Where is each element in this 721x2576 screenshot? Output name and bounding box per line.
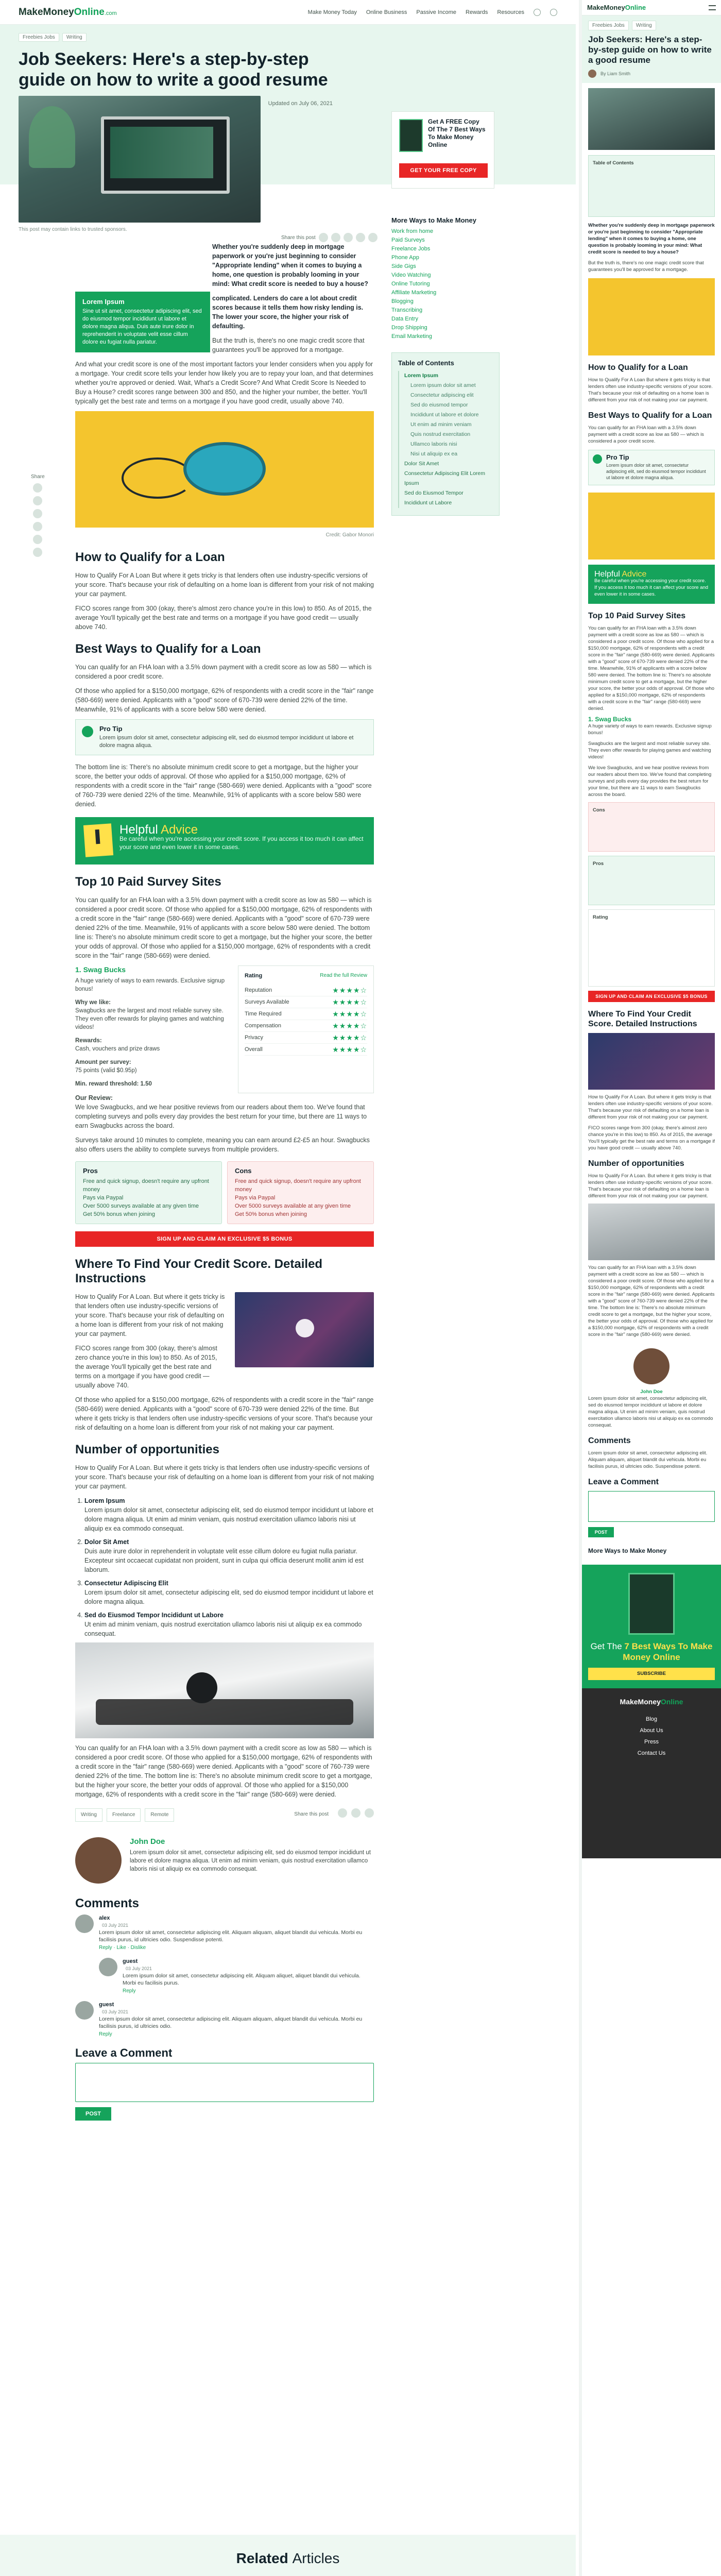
list-item-text: Ut enim ad minim veniam, quis nostrud exercitation ullamco laboris nisi ut aliquip ex ea commodo consequat. — [84, 1621, 362, 1637]
comment-textarea[interactable] — [75, 2063, 374, 2102]
helpful-title: Helpful Advice — [119, 823, 198, 837]
author-bio-text: Lorem ipsum dolor sit amet, consectetur adipiscing elit, sed do eiusmod tempor incididunt ut labore et dolore magna aliqua. Ut enim ad minim veniam, quis nostrud exercitation ullamco laboris nisi ut aliquip ex ea commodo consequat. — [588, 1396, 713, 1428]
paragraph: How to Qualify For A Loan. But where it gets tricky is that lenders often use industry-specific versions of your score. That's because your risk of defaulting on a home loan is different from your risk of not making your car payment. — [588, 1094, 713, 1120]
promo-text: Get A FREE Copy Of The 7 Best Ways To Make Money Online — [428, 118, 486, 148]
pro-tip-text: Lorem ipsum dolor sit amet, consectetur adipiscing elit, sed do eiusmod tempor incididunt ut labore et dolore magna aliqua. — [606, 463, 706, 480]
sidebar-link[interactable]: Blogging — [391, 298, 414, 304]
sidebar-link[interactable]: Affiliate Marketing — [391, 290, 437, 296]
survey-title[interactable]: 1. Swag Bucks — [588, 716, 632, 723]
survey-card — [75, 965, 374, 1093]
sidebar-link[interactable]: Drop Shipping — [391, 325, 427, 331]
comment-date: 03 July 2021 — [126, 1966, 152, 1971]
list-item-title: Sed do Eiusmod Tempor Incididunt ut Labore — [84, 1612, 224, 1619]
cons-item: Over 5000 surveys available at any given time — [235, 1203, 351, 1209]
breadcrumb-item[interactable]: Writing — [62, 33, 87, 42]
share-label: Share this post — [281, 234, 316, 241]
video-player[interactable] — [588, 1033, 715, 1090]
list-item-title: Lorem Ipsum — [84, 1497, 125, 1504]
intro-paragraph: Whether you're suddenly deep in mortgage paperwork or you're just beginning to consider "Appropriate lending" when it comes to buying a home, one question is probably looming in your mind: What credit score is needed to buy a house? — [588, 223, 715, 255]
helpful-text: Be careful when you're accessing your credit score. If you access it too much it can affect your score and even lower it in some cases. — [119, 835, 364, 851]
menu-item[interactable]: Resources — [497, 9, 524, 15]
sidebar-link[interactable]: Transcribing — [391, 307, 423, 313]
site-logo[interactable]: MakeMoneyOnline.com — [19, 6, 117, 18]
ebook-cover — [399, 119, 423, 152]
cons-item: Pays via Paypal — [235, 1195, 276, 1201]
helpful-advice-box — [75, 817, 374, 865]
rating-label: Compensation — [245, 1023, 281, 1029]
pro-tip-box — [75, 719, 374, 755]
page-title: Job Seekers: Here's a step-by-step guide on how to write a good resume — [19, 49, 328, 90]
footer — [582, 1688, 721, 1858]
twitter-icon[interactable] — [351, 1808, 360, 1818]
tag[interactable]: Freelance — [107, 1808, 141, 1822]
twitter-icon[interactable] — [331, 233, 340, 242]
comment-text: Lorem ipsum dolor sit amet, consectetur adipiscing elit. Aliquam aliquam, aliquet blandit dui vehicula. Morbi eu facilisis purus, id ultricies odio. Suspendisse potenti. — [99, 1929, 363, 1943]
linkedin-icon[interactable] — [356, 233, 365, 242]
toc-item[interactable]: Lorem Ipsum — [404, 372, 438, 379]
comment-list — [75, 1914, 374, 2038]
pros-cons — [75, 1161, 374, 1224]
play-icon[interactable] — [296, 1319, 314, 1337]
breadcrumb — [19, 33, 557, 42]
rating-title: Rating — [245, 973, 263, 979]
note-illustration — [588, 493, 715, 560]
pros-box — [75, 1161, 222, 1224]
cons-list — [235, 1177, 366, 1218]
menu-item[interactable]: Rewards — [466, 9, 488, 15]
tag[interactable]: Writing — [75, 1808, 102, 1822]
menu-item[interactable]: Make Money Today — [307, 9, 357, 15]
leave-comment-title: Leave a Comment — [75, 2046, 173, 2059]
paragraph: Surveys take around 10 minutes to complete, meaning you can earn around £2-£5 an hour. Swagbucks also offers users the ability to complete surveys from multiple providers. — [75, 1137, 370, 1153]
pros-item: Free and quick signup, doesn't require any upfront money — [83, 1178, 209, 1193]
pros-title: Pros — [83, 1167, 98, 1175]
rating-rows — [245, 985, 367, 1056]
tag[interactable]: Remote — [145, 1808, 174, 1822]
list-item-text: Lorem ipsum dolor sit amet, consectetur adipiscing elit, sed do eiusmod tempor incididunt ut labore et dolore magna aliqua. — [84, 1589, 373, 1605]
paragraph: You can qualify for an FHA loan with a 3.5% down payment with a credit score as low as 580 — which is considered a poor credit score. — [588, 425, 704, 444]
rating-box — [238, 965, 374, 1093]
section-heading: Where To Find Your Credit Score. Detailed Instructions — [588, 1010, 697, 1028]
why-text: Swagbucks are the largest and most reliable survey site. They even offer rewards for playing games and watching videos! — [588, 741, 711, 760]
user-icon[interactable] — [550, 9, 557, 16]
toc-item[interactable]: Ullamco laboris nisi — [410, 441, 457, 447]
why-heading: Why we like: — [75, 999, 111, 1006]
site-logo[interactable]: MakeMoneyOnline — [587, 4, 646, 11]
tag-list — [75, 1808, 374, 1822]
commenter-avatar — [75, 1914, 94, 1933]
cons-item: Free and quick signup, doesn't require any upfront money — [235, 1178, 361, 1193]
twitter-icon[interactable] — [33, 496, 42, 505]
sidebar-link[interactable]: Email Marketing — [391, 333, 432, 340]
share-label: Share this post — [294, 1811, 329, 1817]
print-icon[interactable] — [33, 548, 42, 557]
toc-item[interactable]: Sed do eiusmod tempor — [410, 402, 468, 408]
email-icon[interactable] — [368, 233, 377, 242]
pinterest-icon[interactable] — [344, 233, 353, 242]
rating-title: Rating — [593, 914, 608, 920]
photo-caption: This post may contain links to trusted sponsors. — [19, 227, 127, 232]
rating-row — [245, 1020, 367, 1032]
paragraph: You can qualify for an FHA loan with a 3.5% down payment with a credit score as low as 580 — which is considered a poor credit score. Of those who applied for a $150,000 mortgage, 62% of respondents with a credit score in the "fair" range (580-669) were denied. Applicants with a "good" score of 760-739 were denied 22% of the time. The bottom line is: There's no absolute minimum credit score to get a mortgage, but the higher your score, the better your odds of approval. Of those who applied for a $150,000 mortgage, 62% of respondents with a credit score in the "fair" range (580-669) were denied. — [588, 1265, 715, 1337]
telephone-image — [588, 278, 715, 355]
free-copy-promo — [391, 111, 494, 189]
helpful-text: Be careful when you're accessing your credit score. If you access it too much it can affect your score and even lower it in some cases. — [594, 578, 709, 597]
page-title: Job Seekers: Here's a step-by-step guide on how to write a good resume — [588, 35, 712, 65]
sidebar-title: More Ways to Make Money — [588, 1547, 667, 1554]
author-bio-text: Lorem ipsum dolor sit amet, consectetur adipiscing elit, sed do eiusmod tempor incididunt ut labore et dolore magna aliqua. Ut enim ad minim veniam, quis nostrud exercitation ullamco laboris nisi ut aliquip ex ea commodo consequat. — [130, 1850, 371, 1872]
toc-item[interactable]: Quis nostrud exercitation — [410, 431, 471, 437]
footer-link[interactable]: Press — [644, 1739, 659, 1745]
rating-row — [245, 996, 367, 1008]
comment-text: Lorem ipsum dolor sit amet, consectetur adipiscing elit. Aliquam aliquam, aliquet blandit dui vehicula. Morbi eu facilisis purus, id ultricies odio. Suspendisse potenti. — [588, 1450, 708, 1469]
star-rating-icon: ★★★★☆ — [332, 1033, 367, 1042]
rating-label: Time Required — [245, 1011, 282, 1017]
helpful-advice-box — [588, 565, 715, 604]
top-navigation-bar — [0, 0, 576, 25]
breadcrumb — [588, 21, 715, 30]
rating-row — [245, 1032, 367, 1044]
main-menu — [308, 9, 557, 16]
related-articles — [0, 2535, 576, 2576]
plant-illustration — [29, 106, 75, 168]
paragraph: How to Qualify For A Loan But where it gets tricky is that lenders often use industry-specific versions of your score. That's because your risk of defaulting on a home loan is different from your risk of not making your car payment. — [588, 377, 713, 403]
floating-share-bar — [31, 474, 45, 557]
comment-actions[interactable]: Reply — [123, 1988, 136, 1994]
sidebar-link[interactable]: Side Gigs — [391, 263, 416, 269]
footer-link[interactable]: Contact Us — [637, 1750, 666, 1756]
callout-text: Sine ut sit amet, consectetur adipiscing elit, sed do eiusmod tempor incididunt ut labore et dolore magna aliqua. Duis aute irure dolor in reprehenderit in voluptate velit esse cillum dolore eu fugiat nulla pariatur. — [82, 308, 202, 345]
survey-details — [75, 965, 230, 1093]
image-credit: Credit: Gabor Monori — [325, 532, 374, 538]
paragraph: FICO scores range from 300 (okay, there's almost zero chance you're in this low) to 850. As of 2015, the average You'll typically get the best rate and terms on a mortgage if you have good credit — usually above 740. — [588, 1125, 715, 1151]
comment-date: 03 July 2021 — [102, 1923, 129, 1928]
pros-item: Pays via Paypal — [83, 1195, 124, 1201]
cons-box — [227, 1161, 374, 1224]
section-heading: How to Qualify for a Loan — [588, 363, 688, 372]
section-heading: Top 10 Paid Survey Sites — [588, 612, 686, 620]
pause-button-illustration — [186, 1672, 217, 1703]
ebook-cover — [628, 1573, 675, 1635]
mobile-article-body — [582, 155, 721, 1554]
telephone-image — [75, 411, 374, 528]
rating-row — [245, 1008, 367, 1020]
rating-row — [245, 985, 367, 996]
pro-tip-text: Lorem ipsum dolor sit amet, consectetur adipiscing elit, sed do eiusmod tempor incididunt ut labore et dolore magna aliqua. — [99, 735, 354, 749]
toc-item[interactable]: Nisi ut aliquip ex ea — [410, 451, 458, 457]
section-heading: Where To Find Your Credit Score. Detailed Instructions — [75, 1257, 323, 1285]
paragraph: How to Qualify For A Loan. But where it gets tricky is that lenders often use industry-specific versions of your score. That's because your risk of defaulting on a home loan is different from your risk of not making your car payment. — [588, 1173, 713, 1199]
star-rating-icon: ★★★★☆ — [332, 1010, 367, 1018]
paragraph: FICO scores range from 300 (okay, there's almost zero chance you're in this low) to 850. As of 2015, the average You'll typically get the best rate and terms on a mortgage if you have good credit — usually above 740. — [75, 605, 372, 631]
menu-item[interactable]: Passive Income — [416, 9, 457, 15]
review-heading: Our Review: — [75, 1094, 113, 1101]
comments-title: Comments — [75, 1896, 140, 1910]
section-heading: How to Qualify for a Loan — [75, 550, 225, 564]
cons-title: Cons — [235, 1167, 252, 1175]
post-comment-button[interactable]: POST — [588, 1527, 614, 1537]
pinterest-icon[interactable] — [365, 1808, 374, 1818]
menu-item[interactable]: Online Business — [366, 9, 407, 15]
review-text: We love Swagbucks, and we hear positive reviews from our readers about them too. We've found that completing surveys and polls every day provides the best return for your time, but there are 11 ways to earn Swagbucks across the board. — [588, 765, 712, 798]
toc-item[interactable]: Ut enim ad minim veniam — [410, 421, 472, 428]
leave-comment-title: Leave a Comment — [588, 1478, 659, 1486]
hero-image — [19, 96, 261, 223]
related-title: Related Articles — [236, 2550, 340, 2566]
rewards-heading: Rewards: — [75, 1038, 102, 1044]
list-item — [84, 1579, 374, 1606]
review-text: We love Swagbucks, and we hear positive reviews from our readers about them too. We've found that completing surveys and polls every day provides the best return for your time, but there are 11 ways to earn Swagbucks across the board. — [75, 1104, 367, 1129]
paragraph: You can qualify for an FHA loan with a 3.5% down payment with a credit score as low as 580 — which is considered a poor credit score. Of those who applied for a $150,000 mortgage, 62% of respondents with a credit score in the "fair" range (580-669) were denied. Applicants with a "good" score of 670-739 were denied 22% of the time. Meanwhile, 91% of applicants with a score below 580 were denied. The bottom line is: There's no absolute minimum credit score to get a mortgage, but the higher your score, the better your odds of approval. Of those who applied for a $150,000 mortgage, 62% of respondents with a credit score in the "fair" range (580-669) were denied. — [588, 625, 715, 711]
paragraph: How to Qualify For A Loan. But where it gets tricky is that lenders often use industry-specific versions of your score. That's because your risk of defaulting on a home loan is different from your risk of not making your car payment. — [75, 1464, 374, 1490]
commenter-name: alex — [99, 1915, 110, 1921]
list-item — [84, 1611, 374, 1638]
mobile-page — [579, 0, 721, 2576]
signup-bonus-button[interactable]: SIGN UP AND CLAIM AN EXCLUSIVE $5 BONUS — [588, 991, 715, 1002]
comment-textarea[interactable] — [588, 1491, 715, 1522]
dock-shape — [96, 1699, 353, 1725]
rating-label: Overall — [245, 1046, 263, 1053]
list-item-title: Dolor Sit Amet — [84, 1538, 129, 1546]
pros-list — [83, 1177, 214, 1218]
sidebar-link[interactable]: Work from home — [391, 228, 434, 234]
list-item — [84, 1537, 374, 1574]
video-section — [75, 1292, 374, 1395]
author-name[interactable]: By Liam Smith — [600, 71, 631, 76]
rating-label: Privacy — [245, 1035, 264, 1041]
toc-item[interactable]: Incididunt ut Labore — [404, 500, 452, 506]
star-rating-icon: ★★★★☆ — [332, 1045, 367, 1054]
exclamation-note-icon — [83, 823, 113, 857]
linkedin-icon[interactable] — [33, 522, 42, 531]
rating-row — [245, 1044, 367, 1056]
table-of-contents — [588, 155, 715, 217]
paragraph: And what your credit score is one of the most important factors your lender considers when you apply for a mortgage. Your credit score tells your lender how likely you are to repay your loan, and that determines whether you're approved or denied. Wait, What's a Credit Score? And What Credit Score Is Needed to Buy a House? credit scores range between 300 and 850, and the higher your number, the better. You'll typically get the best rate and terms on a mortgage if you have good credit, usually above 740. — [75, 361, 373, 405]
paragraph: But the truth is, there's no one magic credit score that guarantees you'll be approved for a mortgage. — [212, 337, 365, 353]
author-photo — [633, 1348, 670, 1384]
music-player-image — [75, 1642, 374, 1738]
section-heading: Top 10 Paid Survey Sites — [75, 875, 221, 889]
pro-tip-box — [588, 450, 715, 485]
paragraph: FICO scores range from 300 (okay, there's almost zero chance you're in this low) to 850. As of 2015, the average You'll typically get the best rate and terms on a mortgage if you have good credit — usually above 740. — [75, 1345, 217, 1389]
min-reward: Min. reward threshold: 1.50 — [75, 1081, 152, 1087]
sidebar-link[interactable]: Data Entry — [391, 316, 418, 322]
sidebar-link[interactable]: Freelance Jobs — [391, 246, 431, 252]
comment — [75, 2001, 374, 2038]
facebook-icon[interactable] — [338, 1808, 347, 1818]
survey-intro: A huge variety of ways to earn rewards. Exclusive signup bonus! — [588, 723, 712, 736]
star-rating-icon: ★★★★☆ — [332, 986, 367, 994]
table-of-contents — [391, 352, 500, 516]
rewards-text: Cash, vouchers and prize draws — [75, 1046, 160, 1052]
footer-link[interactable]: Blog — [645, 1716, 658, 1722]
why-text: Swagbucks are the largest and most reliable survey site. They even offer rewards for playing games and watching videos! — [75, 1008, 224, 1030]
byline — [588, 70, 715, 78]
star-rating-icon: ★★★★☆ — [332, 1022, 367, 1030]
breadcrumb-item[interactable]: Writing — [632, 21, 656, 30]
cons-title: Cons — [593, 807, 605, 813]
pin-icon — [82, 726, 93, 737]
intro-paragraph: Whether you're suddenly deep in mortgage paperwork or you're just beginning to consider "Appropriate lending" when it comes to buying a home, one question is probably looming in your mind: What credit score is needed to buy a house? — [212, 243, 368, 287]
commenter-name: guest — [99, 2002, 114, 2008]
signup-bonus-button[interactable]: SIGN UP AND CLAIM AN EXCLUSIVE $5 BONUS — [75, 1231, 374, 1247]
paragraph: Of those who applied for a $150,000 mortgage, 62% of respondents with a credit score in the "fair" range (580-669) were denied. Applicants with a "good" score of 670-739 were denied 22% of the time. Meanwhile, 91% of applicants with a score below 580 were denied. — [75, 687, 374, 713]
breadcrumb-item[interactable]: Freebies Jobs — [19, 33, 59, 42]
sidebar-link[interactable]: Phone App — [391, 255, 419, 261]
pro-tip-title: Pro Tip — [606, 453, 629, 461]
section-heading: Best Ways to Qualify for a Loan — [75, 642, 261, 656]
paragraph: The bottom line is: There's no absolute minimum credit score to get a mortgage, but the higher your score, the better your odds of approval. Of those who applied for a $150,000 mortgage, 62% of respondents with a credit score in the "fair" range (580-669) were denied. Applicants with a "good" score of 760-739 were denied 22% of the time. Meanwhile, 91% of applicants with a score below 580 were denied. — [75, 764, 372, 808]
comment-date: 03 July 2021 — [102, 2009, 129, 2014]
share-label: Share — [31, 474, 45, 480]
toc-item[interactable]: Sed do Eiusmod Tempor — [404, 490, 464, 496]
sidebar-link[interactable]: Online Tutoring — [391, 281, 430, 287]
author-name[interactable]: John Doe — [130, 1837, 165, 1846]
list-item-text: Lorem ipsum dolor sit amet, consectetur adipiscing elit, sed do eiusmod tempor incididunt ut labore et dolore magna aliqua. Ut enim ad minim veniam, quis nostrud exercitation ullamco laboris nisi ut aliquip ex ea commodo consequat. — [84, 1506, 373, 1532]
amount-text: 75 points (valid $0.95p) — [75, 1067, 137, 1074]
full-review-link[interactable]: Read the full Review — [320, 973, 367, 978]
cons-box — [588, 802, 715, 852]
survey-intro: A huge variety of ways to earn rewards. Exclusive signup bonus! — [75, 978, 225, 992]
section-heading: Best Ways to Qualify for a Loan — [588, 411, 712, 420]
post-comment-button[interactable]: POST — [75, 2107, 111, 2121]
sidebar-title: More Ways to Make Money — [391, 216, 476, 224]
rating-label: Surveys Available — [245, 999, 289, 1005]
toc-item[interactable]: Consectetur adipiscing elit — [410, 392, 474, 398]
footer-link[interactable]: About Us — [640, 1727, 663, 1734]
updated-date: Updated on July 06, 2021 — [268, 100, 333, 107]
paragraph: You can qualify for an FHA loan with a 3.5% down payment with a credit score as low as 580 — which is considered a poor credit score. Of those who applied for a $150,000 mortgage, 62% of respondents with a credit score in the "fair" range (580-669) were denied. Applicants with a "good" score of 670-739 were denied 22% of the time. Meanwhile, 91% of applicants with a score below 580 were denied. The bottom line is: There's no absolute minimum credit score to get a mortgage, but the higher your score, the better your odds of approval. Of those who applied for a $150,000 mortgage, 62% of respondents with a credit score in the "fair" range (580-669) were denied. — [75, 896, 372, 959]
phone-cord — [122, 457, 194, 499]
facebook-icon[interactable] — [33, 483, 42, 493]
survey-title[interactable]: 1. Swag Bucks — [75, 965, 126, 974]
toc-item[interactable]: Lorem ipsum dolor sit amet — [410, 382, 476, 388]
callout-box — [75, 292, 210, 352]
paragraph: But the truth is, there's no one magic credit score that guarantees you'll be approved for a mortgage. — [588, 260, 704, 273]
comments-title: Comments — [588, 1436, 631, 1445]
subscribe-button[interactable]: SUBSCRIBE — [588, 1668, 715, 1680]
paragraph: How to Qualify For A Loan But where it gets tricky is that lenders often use industry-specific versions of your score. That's because your risk of defaulting on a home loan is different from your risk of not making your car payment. — [75, 572, 374, 598]
laptop-illustration — [101, 116, 230, 194]
toc-item[interactable]: Consectetur Adipiscing Elit Lorem Ipsum — [404, 470, 485, 486]
comment-text: Lorem ipsum dolor sit amet, consectetur adipiscing elit. Aliquam aliquet, aliquet blandit dui vehicula. Morbi eu facilisis purus. — [123, 1973, 360, 1986]
sidebar-link[interactable]: Paid Surveys — [391, 237, 425, 243]
star-rating-icon: ★★★★☆ — [332, 998, 367, 1006]
hamburger-menu-icon[interactable] — [709, 5, 716, 10]
pro-tip-title: Pro Tip — [99, 725, 123, 733]
newsletter-cta — [582, 1565, 721, 1688]
music-player-image — [588, 1204, 715, 1260]
callout-title: Lorem Ipsum — [82, 298, 125, 306]
paragraph: You can qualify for an FHA loan with a 3.5% down payment with a credit score as low as 580 — which is considered a poor credit score. Of those who applied for a $150,000 mortgage, 62% of respondents with a credit score in the "fair" range (580-669) were denied. Applicants with a "good" score of 760-739 were denied 22% of the time. The bottom line is: There's no absolute minimum credit score to get a mortgage, but the higher your score, the better your odds of approval. Of those who applied for a $150,000 mortgage, 62% of respondents with a credit score in the "fair" range (580-669) were denied. — [75, 1744, 372, 1798]
rating-box — [588, 909, 715, 987]
intro-paragraph-2: complicated. Lenders do care a lot about credit scores because it tells them how risky lending is. The lower your score, the higher your risk of defaulting. — [212, 295, 364, 330]
toc-title: Table of Contents — [593, 160, 634, 166]
toc-item[interactable]: Dolor Sit Amet — [404, 461, 439, 467]
sidebar-links — [391, 227, 500, 341]
mobile-article-header — [582, 15, 721, 83]
author-avatar — [588, 70, 596, 78]
author-bio — [75, 1837, 374, 1884]
paragraph: How to Qualify For A Loan. But where it gets tricky is that lenders often use industry-specific versions of your score. That's because your risk of defaulting on a home loan is different from your risk of not making your car payment. — [75, 1293, 225, 1337]
toc-item[interactable]: Incididunt ut labore et dolore — [410, 412, 479, 418]
footer-logo[interactable]: MakeMoneyOnline — [620, 1698, 683, 1706]
mobile-header — [582, 0, 721, 15]
breadcrumb-item[interactable]: Freebies Jobs — [588, 21, 629, 30]
rotary-phone — [183, 442, 266, 496]
comment-actions[interactable]: Reply · Like · Dislike — [99, 1945, 146, 1951]
pros-item: Over 5000 surveys available at any given time — [83, 1203, 199, 1209]
pros-item: Get 50% bonus when joining — [83, 1211, 156, 1217]
list-item-text: Duis aute irure dolor in reprehenderit in voluptate velit esse cillum dolore eu fugiat nulla pariatur. Excepteur sint occaecat cupidatat non proident, sunt in culpa qui officia deserunt mollit anim id est laborum. — [84, 1548, 364, 1573]
comment — [75, 1914, 374, 1952]
pin-icon — [593, 454, 602, 464]
email-icon[interactable] — [33, 535, 42, 544]
facebook-icon[interactable] — [319, 233, 328, 242]
helpful-title: Helpful Advice — [594, 570, 647, 579]
author-photo — [75, 1837, 122, 1884]
section-heading: Number of opportunities — [588, 1159, 684, 1168]
cons-item: Get 50% bonus when joining — [235, 1211, 307, 1217]
commenter-avatar — [99, 1958, 117, 1976]
toc-list — [398, 371, 493, 508]
pinterest-icon[interactable] — [33, 509, 42, 518]
sidebar-link[interactable]: Video Watching — [391, 272, 431, 278]
list-item-title: Consectetur Adipiscing Elit — [84, 1580, 168, 1587]
list-item — [84, 1496, 374, 1533]
paragraph: You can qualify for an FHA loan with a 3.5% down payment with a credit score as low as 580 — which is considered a poor credit score. — [75, 664, 372, 680]
cta-title: Get The 7 Best Ways To Make Money Online — [590, 1641, 713, 1662]
comment-actions[interactable]: Reply — [99, 2031, 112, 2037]
comment — [99, 1958, 374, 1995]
rating-label: Reputation — [245, 987, 272, 993]
article-body — [75, 242, 374, 2121]
search-icon[interactable] — [534, 9, 541, 16]
amount-heading: Amount per survey: — [75, 1059, 131, 1065]
commenter-name: guest — [123, 1958, 138, 1964]
hero-image — [588, 88, 715, 150]
section-heading: Number of opportunities — [75, 1443, 219, 1456]
video-player[interactable] — [235, 1292, 374, 1367]
comment-text: Lorem ipsum dolor sit amet, consectetur adipiscing elit. Aliquam aliquam, aliquet blandit dui vehicula. Morbi eu facilisis purus, id ultricies odio. — [99, 2016, 363, 2029]
share-bar — [281, 233, 377, 242]
sidebar — [391, 216, 500, 516]
author-name[interactable]: John Doe — [640, 1389, 663, 1395]
pros-box — [588, 856, 715, 905]
pros-title: Pros — [593, 861, 604, 867]
toc-title: Table of Contents — [398, 359, 454, 367]
get-free-copy-button[interactable]: GET YOUR FREE COPY — [399, 163, 488, 178]
paragraph: Of those who applied for a $150,000 mortgage, 62% of respondents with a credit score in the "fair" range (580-669) were denied. Applicants with a "good" score of 670-739 were denied 22% of the time. But where it gets tricky is that lenders often use industry-specific versions of your score. That's because your risk of defaulting on a home loan is different from your risk of not making your car payment. — [75, 1396, 374, 1431]
numbered-list — [75, 1496, 374, 1638]
commenter-avatar — [75, 2001, 94, 2020]
